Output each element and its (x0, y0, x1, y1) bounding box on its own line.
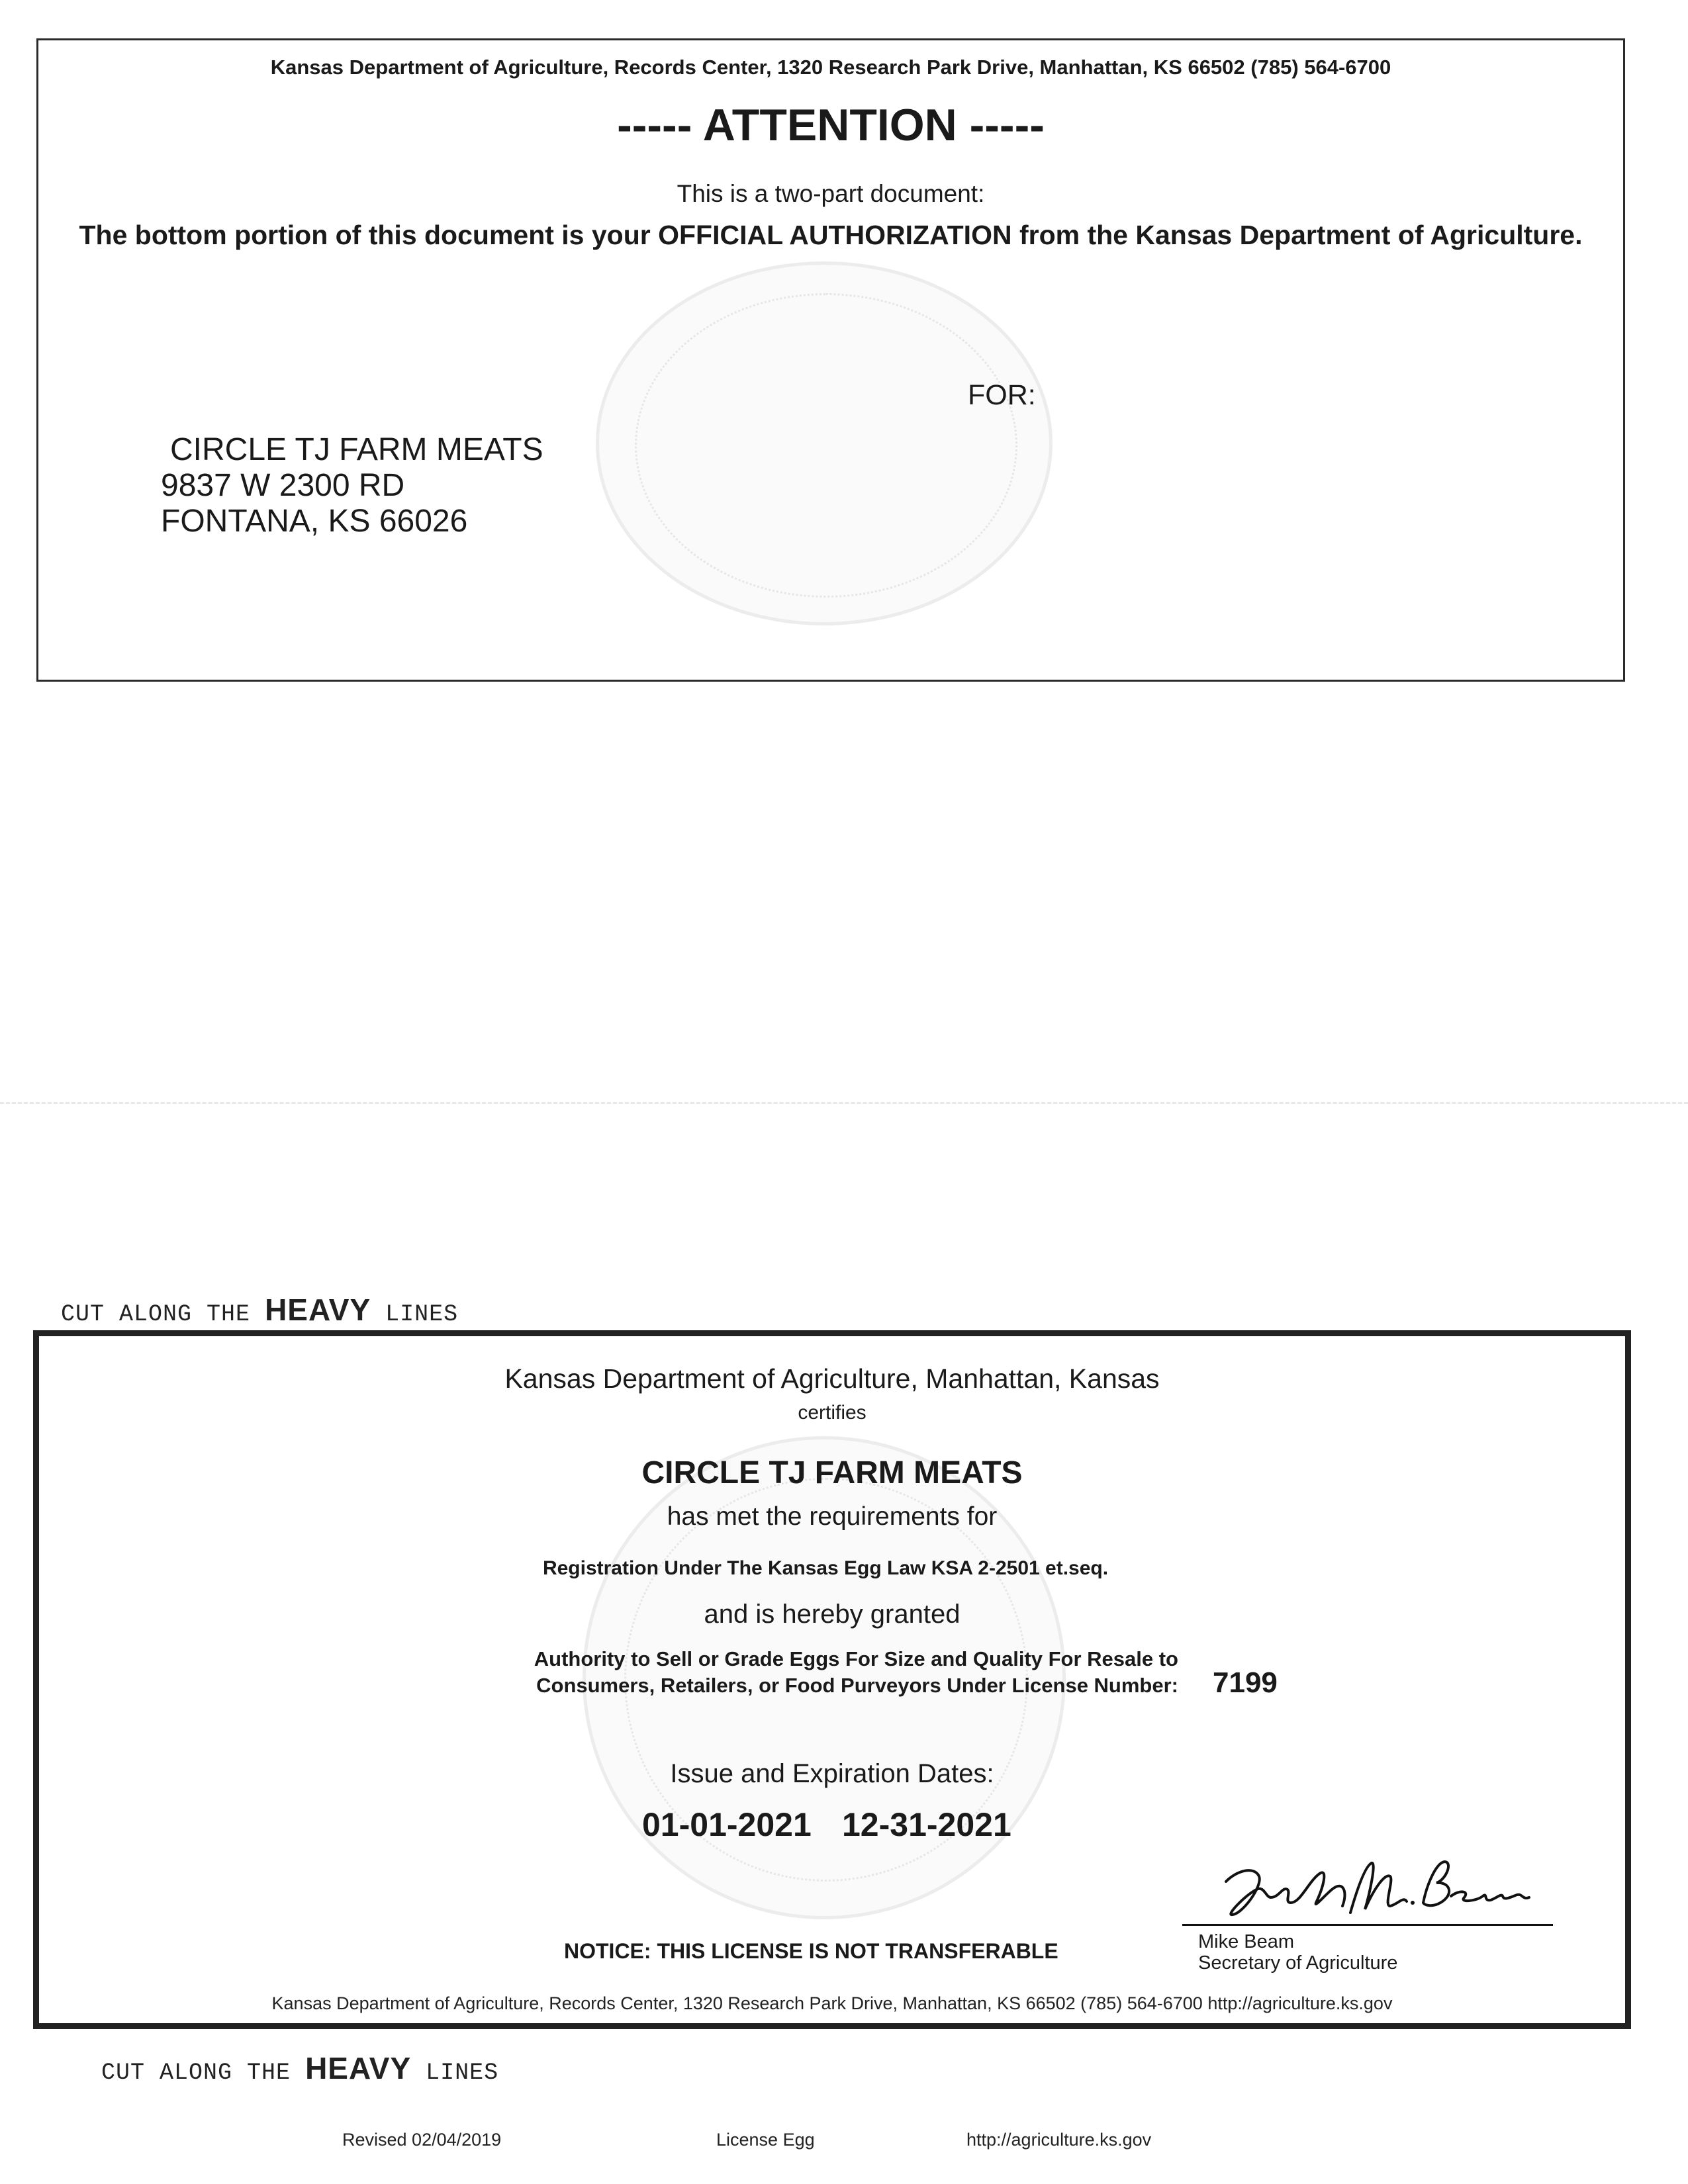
cut-prefix: CUT ALONG THE (61, 1301, 251, 1328)
cut-suffix: LINES (426, 2060, 499, 2086)
cut-heavy: HEAVY (265, 1293, 371, 1327)
two-part-note: This is a two-part document: (677, 180, 985, 207)
authority-line-1: Authority to Sell or Grade Eggs For Size and Quality For Resale to (534, 1647, 1178, 1670)
certificate-business-name: CIRCLE TJ FARM MEATS (641, 1455, 1023, 1490)
met-requirements-text: has met the requirements for (667, 1502, 998, 1531)
authority-statement (410, 1646, 1178, 1699)
transfer-notice: NOTICE: THIS LICENSE IS NOT TRANSFERABLE (564, 1939, 1058, 1963)
granted-text: and is hereby granted (704, 1600, 961, 1629)
certificate-footer: Kansas Department of Agriculture, Records Center, 1320 Research Park Drive, Manhattan, KS 66502 (785) 564-6700 http://agriculture.ks.gov (271, 1993, 1393, 2013)
notice-header: Kansas Department of Agriculture, Records Center, 1320 Research Park Drive, Manhattan, KS 66502 (785) 564-6700 (270, 56, 1391, 79)
form-type: License Egg (716, 2130, 815, 2150)
signer-title: Secretary of Agriculture (1198, 1952, 1398, 1974)
attention-heading: ----- ATTENTION ----- (617, 100, 1045, 150)
cut-instruction-bottom (101, 2050, 498, 2086)
signer-name: Mike Beam (1198, 1931, 1295, 1952)
registration-statute: Registration Under The Kansas Egg Law KSA 2-2501 et.seq. (542, 1557, 1109, 1579)
cut-suffix: LINES (385, 1301, 459, 1328)
issue-date: 01-01-2021 (642, 1806, 812, 1843)
official-authorization-note: The bottom portion of this document is your OFFICIAL AUTHORIZATION from the Kansas Department of Agriculture. (79, 220, 1583, 250)
signature-line (1182, 1924, 1553, 1926)
expiration-date: 12-31-2021 (842, 1806, 1011, 1843)
signature-drawing (1192, 1850, 1536, 1923)
certificate-issuer: Kansas Department of Agriculture, Manhattan, Kansas (504, 1363, 1160, 1394)
for-label: FOR: (968, 379, 1036, 411)
cut-instruction-top (61, 1292, 458, 1328)
revised-date: Revised 02/04/2019 (342, 2130, 502, 2150)
cut-heavy: HEAVY (305, 2051, 412, 2085)
recipient-address-line1: 9837 W 2300 RD (161, 468, 405, 503)
footer-url: http://agriculture.ks.gov (966, 2130, 1152, 2150)
recipient-name: CIRCLE TJ FARM MEATS (170, 432, 543, 467)
license-number: 7199 (1213, 1666, 1278, 1699)
signature-image (1192, 1850, 1536, 1923)
cut-prefix: CUT ALONG THE (101, 2060, 291, 2086)
certifies-text: certifies (798, 1402, 867, 1424)
authority-line-2: Consumers, Retailers, or Food Purveyors Under License Number: (536, 1674, 1178, 1697)
fold-line (0, 1102, 1688, 1104)
faint-seal-watermark (596, 261, 1053, 625)
dates-label: Issue and Expiration Dates: (670, 1759, 994, 1788)
recipient-address-line2: FONTANA, KS 66026 (161, 504, 468, 539)
